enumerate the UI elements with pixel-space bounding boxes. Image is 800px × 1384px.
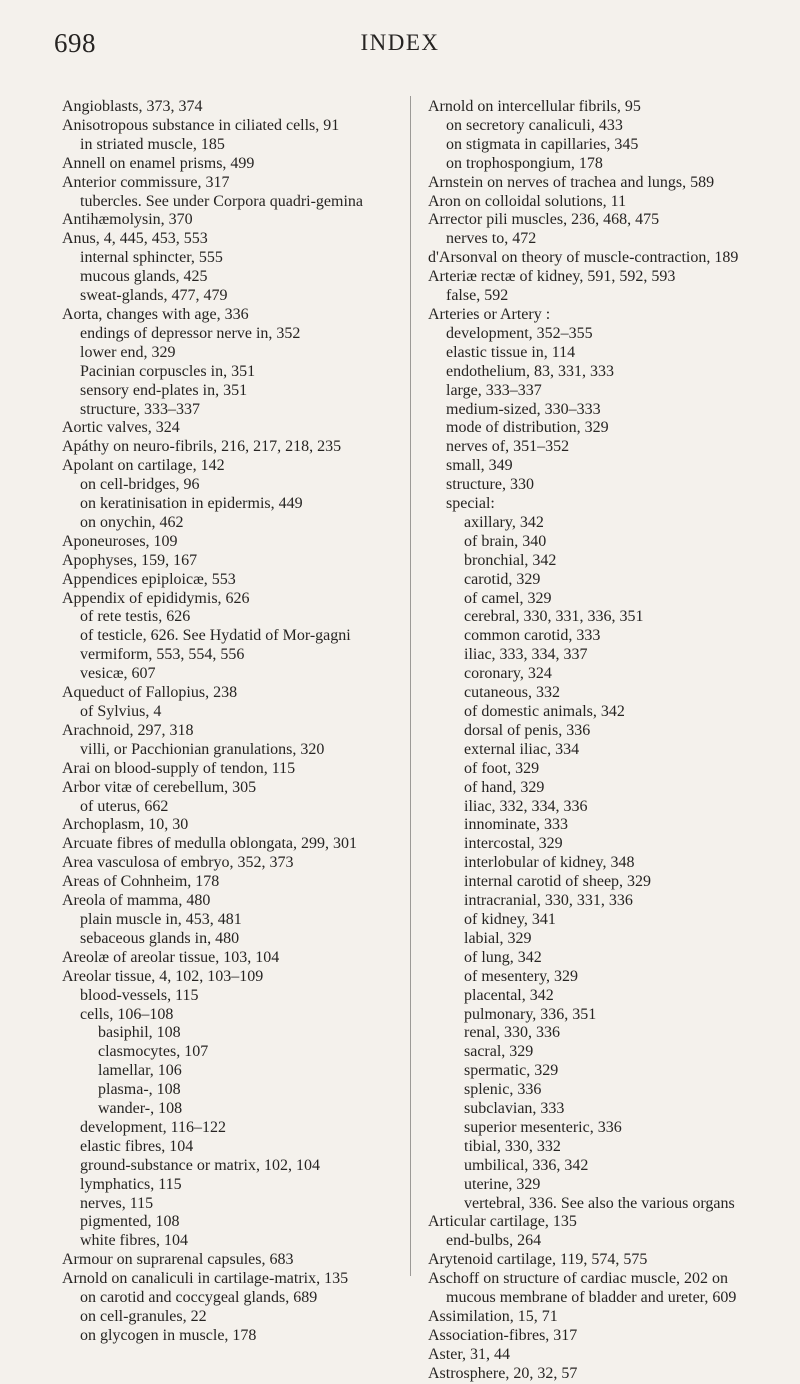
index-entry: of mesentery, 329 bbox=[464, 967, 579, 985]
index-entry: of Sylvius, 4 bbox=[80, 703, 162, 720]
index-entry: Apophyses, 159, 167 bbox=[62, 551, 198, 569]
index-entry: Area vasculosa of embryo, 352, 373 bbox=[62, 854, 294, 872]
index-entry: end-bulbs, 264 bbox=[446, 1232, 542, 1250]
index-entry: sweat-glands, 477, 479 bbox=[80, 287, 228, 305]
index-entry: pigmented, 108 bbox=[80, 1213, 180, 1231]
index-entry: on secretory canaliculi, 433 bbox=[446, 116, 623, 134]
index-entry: Appendices epiploicæ, 553 bbox=[62, 570, 236, 588]
index-entry: Arytenoid cartilage, 119, 574, 575 bbox=[428, 1251, 648, 1269]
index-entry: blood-vessels, 115 bbox=[80, 986, 199, 1004]
index-entry: carotid, 329 bbox=[464, 570, 541, 588]
index-entry: Arnold on canaliculi in cartilage-matrix, 135 bbox=[62, 1270, 349, 1288]
index-entry: placental, 342 bbox=[464, 986, 554, 1004]
index-entry: Arteries or Artery : bbox=[428, 305, 551, 323]
index-entry: structure, 330 bbox=[446, 476, 534, 494]
index-entry: nerves to, 472 bbox=[446, 230, 537, 248]
index-entry: uterine, 329 bbox=[464, 1175, 541, 1193]
index-entry: subclavian, 333 bbox=[464, 1100, 565, 1118]
index-entry: elastic fibres, 104 bbox=[80, 1137, 194, 1155]
index-entry: Arrector pili muscles, 236, 468, 475 bbox=[428, 211, 660, 229]
index-entry: development, 116–122 bbox=[80, 1118, 227, 1136]
index-entry: cerebral, 330, 331, 336, 351 bbox=[464, 608, 644, 626]
index-entry: Armour on suprarenal capsules, 683 bbox=[62, 1251, 294, 1269]
index-entry: clasmocytes, 107 bbox=[98, 1043, 209, 1061]
index-entry: cutaneous, 332 bbox=[464, 684, 560, 702]
index-entry: umbilical, 336, 342 bbox=[464, 1156, 589, 1174]
index-entry: Articular cartilage, 135 bbox=[428, 1213, 577, 1231]
index-entry: renal, 330, 336 bbox=[464, 1024, 560, 1042]
index-entry: Aschoff on structure of cardiac muscle, 202 on mucous membrane of bladder and ureter, 609 bbox=[428, 1270, 737, 1307]
index-entry: nerves of, 351–352 bbox=[446, 438, 570, 456]
index-entry: Astrosphere, 20, 32, 57 bbox=[428, 1364, 578, 1382]
index-entry: on stigmata in capillaries, 345 bbox=[446, 135, 639, 153]
index-entry: coronary, 324 bbox=[464, 665, 552, 683]
index-entry: Arteriæ rectæ of kidney, 591, 592, 593 bbox=[428, 268, 676, 286]
running-title: INDEX bbox=[360, 30, 440, 55]
index-entry: white fibres, 104 bbox=[80, 1232, 188, 1250]
index-entry: superior mesenteric, 336 bbox=[464, 1118, 622, 1136]
index-entry: pulmonary, 336, 351 bbox=[464, 1005, 597, 1023]
index-entry: on onychin, 462 bbox=[80, 513, 184, 531]
index-entry: plasma-, 108 bbox=[98, 1081, 181, 1099]
index-entry: on trophospongium, 178 bbox=[446, 154, 603, 172]
index-entry: external iliac, 334 bbox=[464, 740, 580, 758]
index-entry: Pacinian corpuscles in, 351 bbox=[80, 362, 256, 380]
index-entry: small, 349 bbox=[446, 457, 513, 475]
index-entry: wander-, 108 bbox=[98, 1100, 183, 1118]
index-entry: villi, or Pacchionian granulations, 320 bbox=[80, 740, 325, 758]
index-column-right bbox=[428, 98, 768, 1384]
index-entry: Anterior commissure, 317 bbox=[62, 173, 230, 191]
index-entry: elastic tissue in, 114 bbox=[446, 343, 576, 361]
index-entry: lymphatics, 115 bbox=[80, 1175, 182, 1193]
index-entry: medium-sized, 330–333 bbox=[446, 400, 601, 418]
index-entry: of lung, 342 bbox=[464, 948, 542, 966]
index-entry: of domestic animals, 342 bbox=[464, 703, 625, 720]
index-entry: of hand, 329 bbox=[464, 778, 545, 796]
index-entry: Antihæmolysin, 370 bbox=[62, 211, 193, 229]
index-entry: labial, 329 bbox=[464, 929, 532, 947]
index-entry: nerves, 115 bbox=[80, 1194, 154, 1212]
index-entry: internal sphincter, 555 bbox=[80, 249, 223, 267]
index-entry: internal carotid of sheep, 329 bbox=[464, 873, 652, 891]
index-entry: Aqueduct of Fallopius, 238 bbox=[62, 684, 238, 702]
index-entry: of foot, 329 bbox=[464, 759, 540, 777]
index-entry: of camel, 329 bbox=[464, 589, 552, 607]
index-entry: lower end, 329 bbox=[80, 343, 176, 361]
index-entry: Apáthy on neuro-fibrils, 216, 217, 218, 235 bbox=[62, 438, 342, 456]
index-entry: spermatic, 329 bbox=[464, 1062, 559, 1080]
index-entry: lamellar, 106 bbox=[98, 1062, 182, 1080]
index-entry: cells, 106–108 bbox=[80, 1005, 174, 1023]
index-entry: Assimilation, 15, 71 bbox=[428, 1308, 558, 1325]
index-entry: Aster, 31, 44 bbox=[428, 1345, 511, 1363]
index-entry: intracranial, 330, 331, 336 bbox=[464, 892, 633, 910]
index-entry: Arai on blood-supply of tendon, 115 bbox=[62, 759, 296, 777]
index-entry: of uterus, 662 bbox=[80, 797, 169, 815]
index-entry: Areas of Cohnheim, 178 bbox=[62, 873, 220, 891]
index-entry: mode of distribution, 329 bbox=[446, 419, 609, 437]
index-entry: vesicæ, 607 bbox=[80, 665, 156, 683]
index-entry: Arcuate fibres of medulla oblongata, 299, 301 bbox=[62, 835, 358, 853]
index-entry: Angioblasts, 373, 374 bbox=[62, 98, 203, 115]
index-entry: structure, 333–337 bbox=[80, 400, 200, 418]
index-entry: mucous glands, 425 bbox=[80, 268, 208, 286]
index-entry: of testicle, 626. See Hydatid of Mor-gagni bbox=[80, 627, 351, 645]
index-entry: Areolæ of areolar tissue, 103, 104 bbox=[62, 948, 280, 966]
index-entry: plain muscle in, 453, 481 bbox=[80, 910, 242, 928]
index-entry: intercostal, 329 bbox=[464, 835, 563, 853]
index-column-left bbox=[62, 98, 392, 1346]
index-entry: of kidney, 341 bbox=[464, 910, 556, 928]
index-entry: on glycogen in muscle, 178 bbox=[80, 1326, 257, 1344]
index-entry: d'Arsonval on theory of muscle-contraction, 189 bbox=[428, 249, 739, 267]
index-entry: Association-fibres, 317 bbox=[428, 1326, 578, 1344]
index-entry: on cell-granules, 22 bbox=[80, 1308, 207, 1325]
index-entry: false, 592 bbox=[446, 287, 509, 305]
index-entry: on cell-bridges, 96 bbox=[80, 476, 200, 494]
index-entry: endothelium, 83, 331, 333 bbox=[446, 362, 614, 380]
index-entry: Apolant on cartilage, 142 bbox=[62, 457, 225, 475]
index-entry: sacral, 329 bbox=[464, 1043, 534, 1061]
index-entry: Aorta, changes with age, 336 bbox=[62, 305, 249, 323]
index-entry: on keratinisation in epidermis, 449 bbox=[80, 495, 303, 513]
index-entry: Arachnoid, 297, 318 bbox=[62, 721, 194, 739]
page-header bbox=[54, 28, 746, 58]
index-entry: bronchial, 342 bbox=[464, 551, 557, 569]
index-entry: Areolar tissue, 4, 102, 103–109 bbox=[62, 967, 264, 985]
index-entry: Aponeuroses, 109 bbox=[62, 532, 178, 550]
index-entry: Anus, 4, 445, 453, 553 bbox=[62, 230, 208, 248]
index-entry: splenic, 336 bbox=[464, 1081, 542, 1099]
index-entry: Aortic valves, 324 bbox=[62, 419, 180, 437]
index-entry: Anisotropous substance in ciliated cells, 91 bbox=[62, 116, 340, 134]
index-entry: of rete testis, 626 bbox=[80, 608, 191, 626]
index-entry: sensory end-plates in, 351 bbox=[80, 381, 248, 399]
column-divider bbox=[410, 96, 411, 1276]
index-entry: Arbor vitæ of cerebellum, 305 bbox=[62, 778, 257, 796]
index-entry: axillary, 342 bbox=[464, 513, 544, 531]
index-entry: of brain, 340 bbox=[464, 532, 547, 550]
index-entry: Arnold on intercellular fibrils, 95 bbox=[428, 98, 641, 115]
index-entry: Arnstein on nerves of trachea and lungs, 589 bbox=[428, 173, 715, 191]
index-entry: Archoplasm, 10, 30 bbox=[62, 816, 189, 834]
index-entry: Annell on enamel prisms, 499 bbox=[62, 154, 255, 172]
index-entry: common carotid, 333 bbox=[464, 627, 601, 645]
index-entry: Appendix of epididymis, 626 bbox=[62, 589, 250, 607]
index-entry: Areola of mamma, 480 bbox=[62, 892, 211, 910]
index-entry: development, 352–355 bbox=[446, 324, 593, 342]
index-entry: ground-substance or matrix, 102, 104 bbox=[80, 1156, 320, 1174]
index-entry: dorsal of penis, 336 bbox=[464, 721, 591, 739]
index-entry: iliac, 333, 334, 337 bbox=[464, 646, 588, 664]
index-entry: special: bbox=[446, 495, 495, 513]
index-entry: on carotid and coccygeal glands, 689 bbox=[80, 1289, 318, 1307]
index-entry: vermiform, 553, 554, 556 bbox=[80, 646, 245, 664]
index-entry: interlobular of kidney, 348 bbox=[464, 854, 635, 872]
index-entry: in striated muscle, 185 bbox=[80, 135, 225, 153]
index-entry: innominate, 333 bbox=[464, 816, 568, 834]
index-entry: sebaceous glands in, 480 bbox=[80, 929, 240, 947]
index-entry: endings of depressor nerve in, 352 bbox=[80, 324, 301, 342]
index-entry: tibial, 330, 332 bbox=[464, 1137, 561, 1155]
index-entry: tubercles. See under Corpora quadri-gemina bbox=[80, 192, 364, 210]
index-entry: iliac, 332, 334, 336 bbox=[464, 797, 588, 815]
index-entry: vertebral, 336. See also the various organs bbox=[464, 1194, 735, 1212]
page-number: 698 bbox=[54, 28, 96, 58]
index-entry: Aron on colloidal solutions, 11 bbox=[428, 192, 627, 210]
index-entry: basiphil, 108 bbox=[98, 1024, 181, 1042]
index-entry: large, 333–337 bbox=[446, 381, 542, 399]
